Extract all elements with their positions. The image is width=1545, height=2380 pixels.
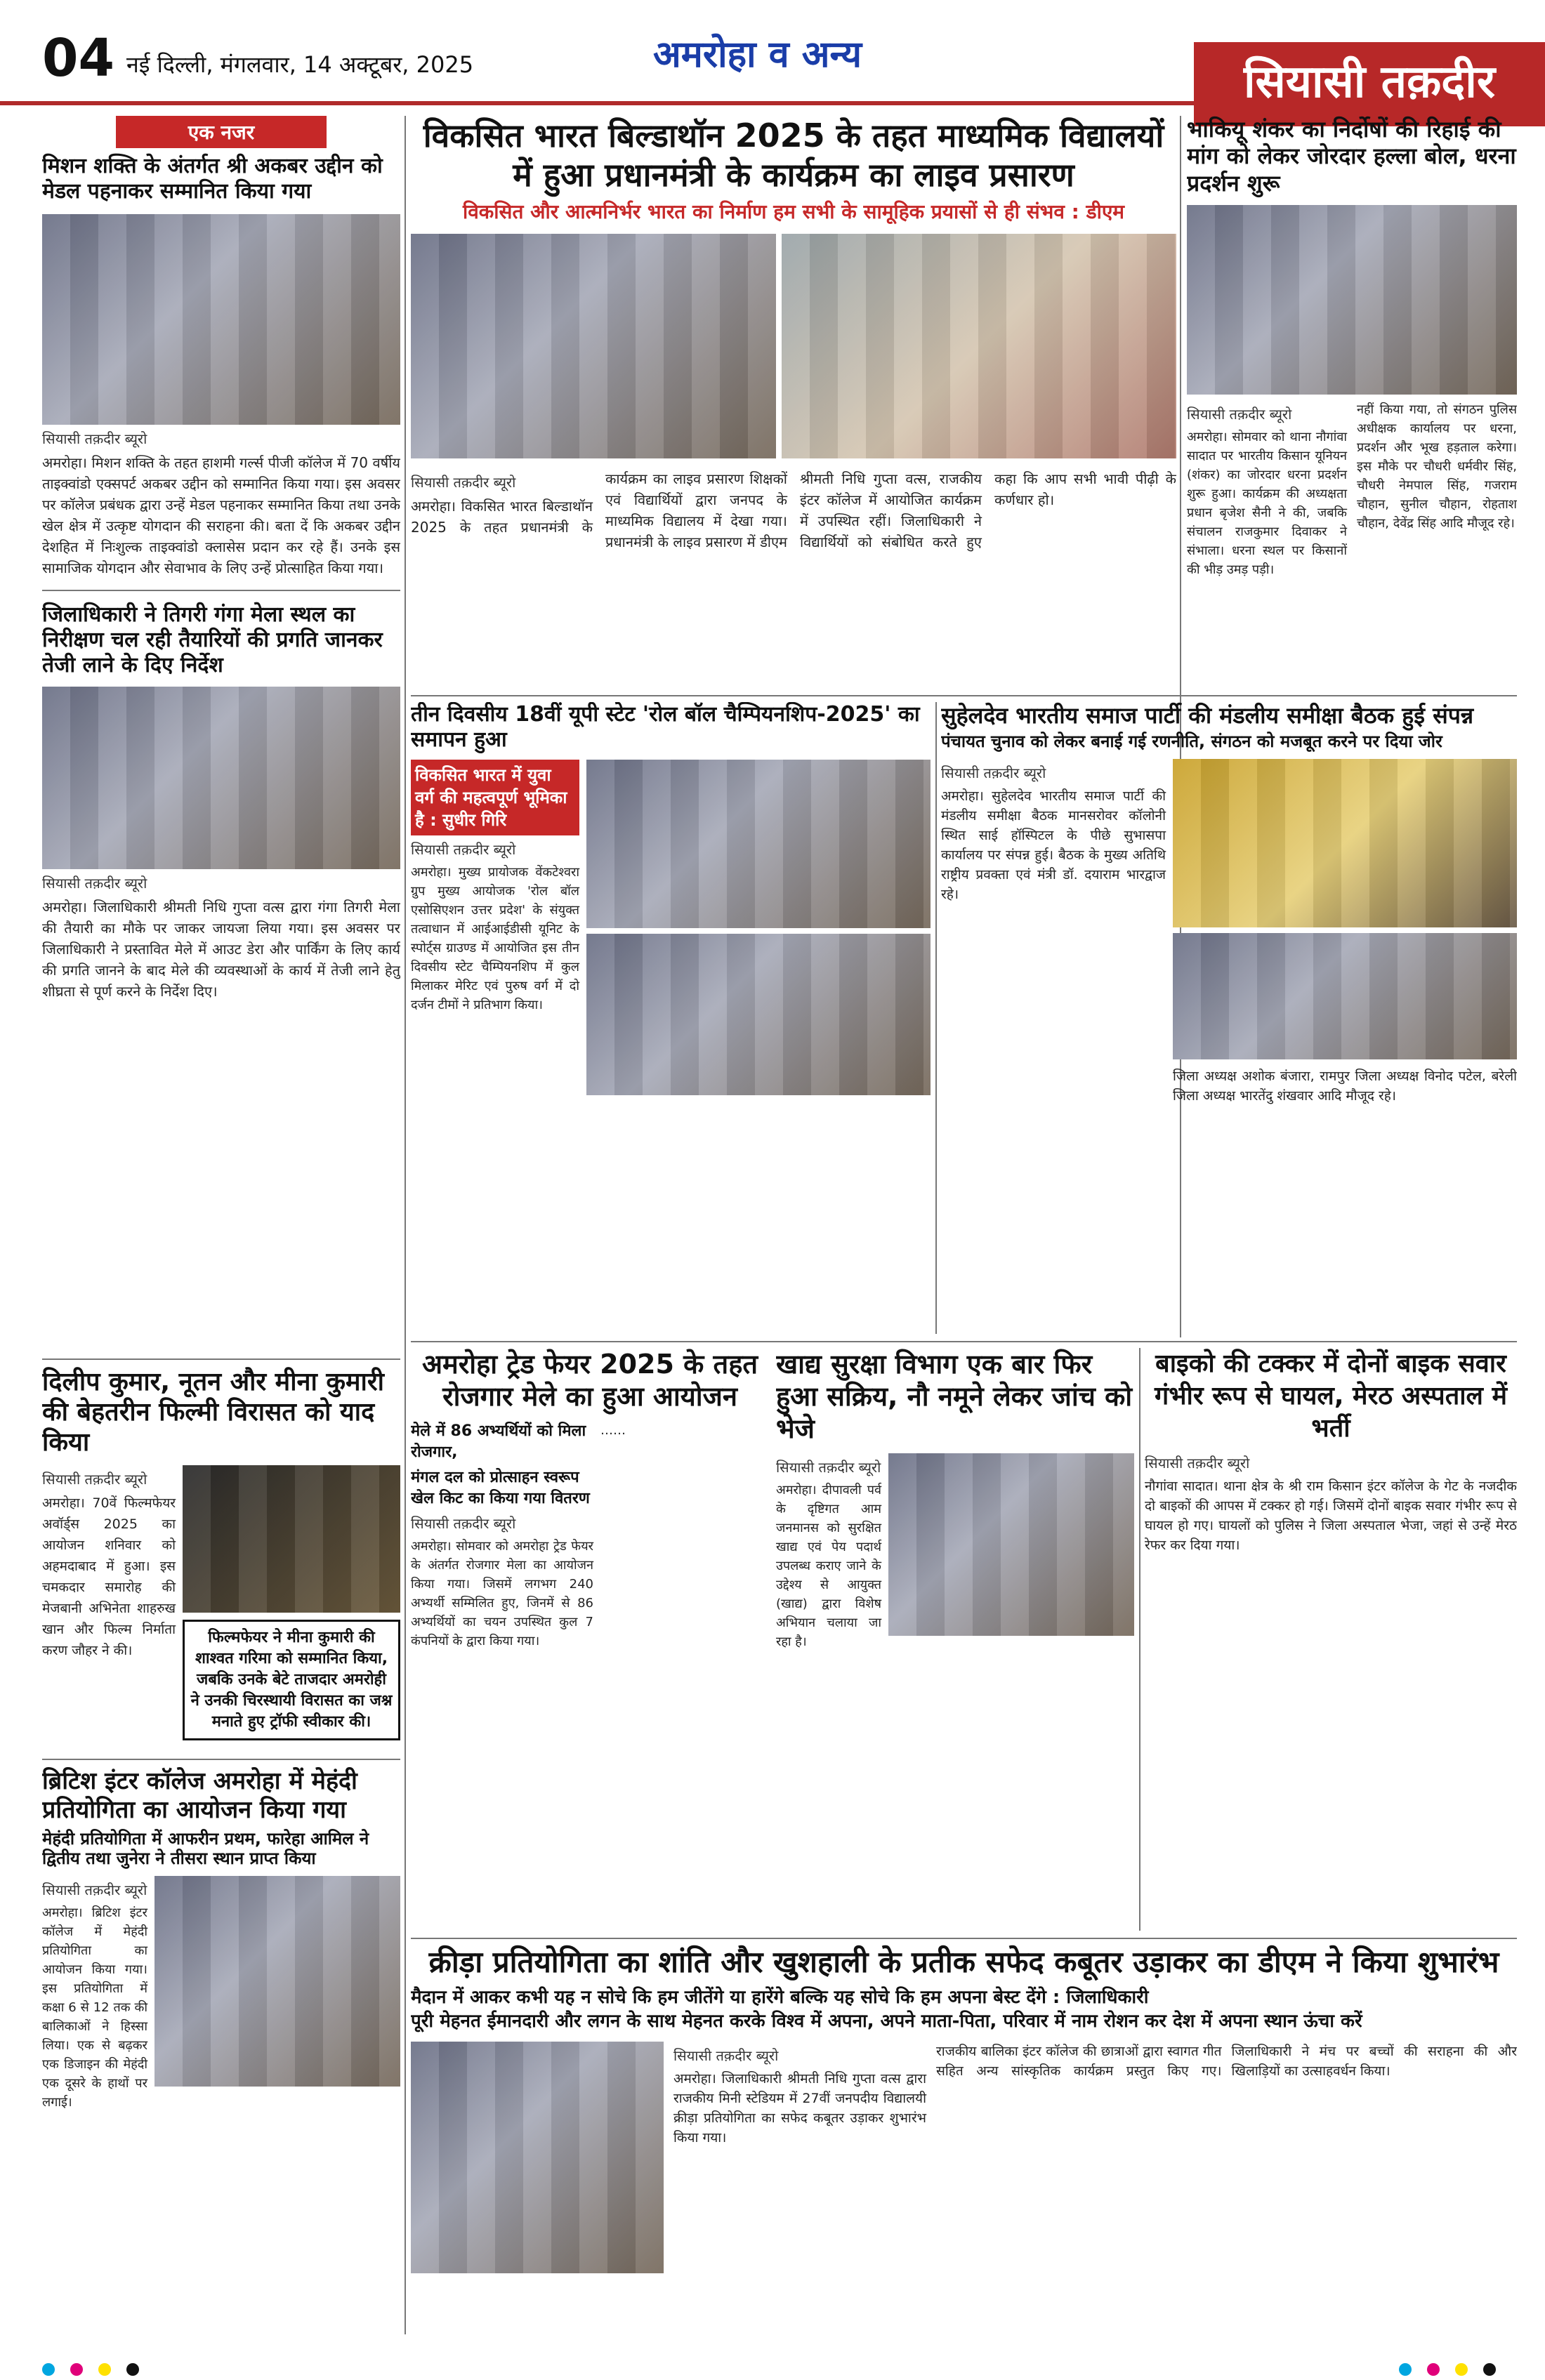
suheldev-story <box>941 702 1517 1334</box>
tigri-photo <box>42 687 400 869</box>
bku-photo <box>1187 205 1517 395</box>
brief-title: मिशन शक्ति के अंतर्गत श्री अकबर उद्दीन को मेडल पहनाकर सम्मानित किया गया <box>42 154 383 204</box>
bike-body: नौगांवा सादात। थाना क्षेत्र के श्री राम किसान इंटर कॉलेज के गेट के नजदीक दो बाइकों की आपस में टक्कर हो गई। जिसमें दोनों बाइक सवार गंभीर रूप से घायल हो गए। घायलों को पुलिस ने जिला अस्पताल भेजा, जहां से उन्हें मेरठ रेफर कर दिया गया। <box>1145 1479 1517 1553</box>
sport-body-2: राजकीय बालिका इंटर कॉलेज की छात्राओं द्वारा स्वागत गीत सहित अन्य सांस्कृतिक कार्यक्रम प्रस्तुत किए गए। जिलाधिकारी ने मंच पर बच्चों की सराहना की और खिलाड़ियों का उत्साहवर्धन किया। <box>936 2044 1517 2080</box>
rollball-byline: सियासी तक़दीर ब्यूरो <box>411 841 516 858</box>
sport-photo <box>411 2042 664 2273</box>
mela-story: अमरोहा ट्रेड फेयर 2025 के तहत रोजगार मेले का हुआ आयोजन मेले में 86 अभ्यर्थियों को मिला रोजगार, मंगल दल को प्रोत्साहन स्वरूप खेल किट का किया गया वितरण सियासी तक़दीर ब्यूरो अमरोहा। सोमवार को अमरोहा ट्रेड फेयर के अंतर्गत रोजगार मेला का आयोजन किया गया। जिसमें लगभग 240 अभ्यर्थी सम्मिलित हुए, जिनमें से 86 अभ्यर्थियों का चयन उपस्थित कुल 7 कंपनियों के द्वारा किया गया। …… <box>411 1348 769 1931</box>
dateline: नई दिल्ली, मंगलवार, 14 अक्टूबर, 2025 <box>126 51 474 78</box>
sport-body: अमरोहा। जिलाधिकारी श्रीमती निधि गुप्ता वत्स द्वारा राजकीय मिनी स्टेडियम में 27वीं जनपदीय विद्यालयी क्रीड़ा प्रतियोगिता का सफेद कबूतर उड़ाकर शुभारंभ किया गया। <box>673 2071 926 2146</box>
mehandi-photo <box>154 1876 400 2087</box>
brief-body: अमरोहा। मिशन शक्ति के तहत हाशमी गर्ल्स पीजी कॉलेज में 70 वर्षीय ताइक्वांडो एक्सपर्ट अकबर उद्दीन को सम्मानित किया गया। इस अवसर पर कॉलेज प्रबंधक द्वारा उन्हें मेडल पहनाकर सम्मानित किया तथा उनके खेल क्षेत्र में उत्कृष्ट योगदान की सराहना की। बता दें कि अकबर उद्दीन देशहित में निःशुल्क ताइक्वांडो क्लासेस प्रदान कर रहे हैं। उनके इस सामाजिक योगदान और सेवाभाव के लिए उन्हें प्रोत्साहित किया गया। <box>42 454 400 576</box>
registration-marks-right <box>1399 2363 1503 2376</box>
lead-photo-dm <box>782 234 1176 458</box>
bike-title: बाइको की टक्कर में दोनों बाइक सवार गंभीर रूप से घायल, मेरठ अस्पताल में भर्ती <box>1154 1349 1508 1443</box>
masthead <box>0 0 1545 108</box>
rollball-story <box>411 702 931 1334</box>
suheldev-deck: पंचायत चुनाव को लेकर बनाई गई रणनीति, संगठन को मजबूत करने पर दिया जोर <box>941 732 1442 752</box>
bku-byline: सियासी तक़दीर ब्यूरो <box>1187 406 1292 423</box>
food-title: खाद्य सुरक्षा विभाग एक बार फिर हुआ सक्रिय, नौ नमूने लेकर जांच को भेजे <box>776 1349 1133 1444</box>
bku-body: अमरोहा। सोमवार को थाना नौगांवा सादात पर भारतीय किसान यूनियन (शंकर) का जोरदार धरना प्रदर्शन शुरू हुआ। कार्यक्रम की अध्यक्षता प्रधान बृजेश सैनी ने की, जबकि संचालन राजकुमार दिवाकर ने संभाला। धरना स्थल पर किसानों की भीड़ उमड़ पड़ी। <box>1187 430 1347 578</box>
filmi-quote: फिल्मफेयर ने मीना कुमारी की शाश्वत गरिमा को सम्मानित किया, जबकि उनके बेटे ताजदार अमरोही ने उनकी चिरस्थायी विरासत का जश्न मनाते हुए ट्रॉफी स्वीकार की। <box>183 1620 400 1740</box>
food-story <box>776 1348 1134 1931</box>
mehandi-body: अमरोहा। ब्रिटिश इंटर कॉलेज में मेहंदी प्रतियोगिता का आयोजन किया गया। इस प्रतियोगिता में कक्षा 6 से 12 तक की बालिकाओं ने हिस्सा लिया। एक से बढ़कर एक डिजाइन की मेहंदी एक दूसरे के हाथों पर लगाई। <box>42 1905 147 2110</box>
lead-byline: सियासी तक़दीर ब्यूरो <box>411 473 516 491</box>
tigri-title: जिलाधिकारी ने तिगरी गंगा मेला स्थल का निरीक्षण चल रही तैयारियों की प्रगति जानकर तेजी लाने के दिए निर्देश <box>42 602 383 677</box>
tigri-byline: सियासी तक़दीर ब्यूरो <box>42 875 147 892</box>
registration-marks <box>42 2363 146 2376</box>
bku-body-2: नहीं किया गया, तो संगठन पुलिस अधीक्षक कार्यालय पर धरना, प्रदर्शन और भूख हड़ताल करेगा। इस मौके पर चौधरी धर्मवीर सिंह, चौधरी नेमपाल सिंह, गजराम चौहान, सुनील चौहान, रोहताश चौहान, देवेंद्र सिंह आदि मौजूद रहे। <box>1357 402 1517 531</box>
lead-photo-classroom <box>411 234 776 458</box>
brand-box: सियासी तक़दीर <box>1194 42 1545 126</box>
sport-bullet-2: पूरी मेहनत ईमानदारी और लगन के साथ मेहनत करके विश्व में अपना, अपने माता-पिता, परिवार में नाम रोशन कर देश में अपना स्थान ऊंचा करें <box>411 2011 1362 2032</box>
mela-body: अमरोहा। सोमवार को अमरोहा ट्रेड फेयर के अंतर्गत रोजगार मेला का आयोजन किया गया। जिसमें लगभग 240 अभ्यर्थी सम्मिलित हुए, जिनमें से 86 अभ्यर्थियों का चयन उपस्थित कुल 7 कंपनियों के द्वारा किया गया। <box>411 1539 593 1648</box>
bike-story <box>1145 1348 1517 1931</box>
section-title: अमरोहा व अन्य <box>653 34 862 76</box>
suheldev-title: सुहेलदेव भारतीय समाज पार्टी की मंडलीय समीक्षा बैठक हुई संपन्न <box>941 702 1474 729</box>
lead-title: विकसित भारत बिल्डाथॉन 2025 के तहत माध्यमिक विद्यालयों में हुआ प्रधानमंत्री के कार्यक्रम का लाइव प्रसारण <box>423 117 1164 194</box>
lead-body: अमरोहा। विकसित भारत बिल्डाथॉन 2025 के तहत प्रधानमंत्री के कार्यक्रम का लाइव प्रसारण शिक्षकों एवं विद्यार्थियों द्वारा जनपद के माध्यमिक विद्यालय में देखा गया। प्रधानमंत्री के लाइव प्रसारण में डीएम श्रीमती निधि गुप्ता वत्स, राजकीय इंटर कॉलेज में आयोजित कार्यक्रम में उपस्थित रहीं। जिलाधिकारी ने विद्यार्थियों को संबोधित करते हुए कहा कि आप सभी भावी पीढ़ी के कर्णधार हो। <box>411 470 1176 550</box>
rollball-photo-2 <box>586 934 931 1095</box>
tigri-body: अमरोहा। जिलाधिकारी श्रीमती निधि गुप्ता वत्स द्वारा गंगा तिगरी मेला की तैयारी का मौके पर जाकर जायजा लिया गया। इस अवसर पर जिलाधिकारी ने प्रस्तावित मेले में आउट डेरा और पार्किंग के लिए कार्य की प्रगति जानने के बाद मेले की व्यवस्थाओं के कार्य में तेजी लाने हेतु शीघ्रता से पूर्ण करने के निर्देश दिए। <box>42 899 400 1000</box>
suheldev-photo-2 <box>1173 933 1517 1059</box>
mela-title: अमरोहा ट्रेड फेयर 2025 के तहत रोजगार मेले का हुआ आयोजन <box>421 1349 758 1412</box>
food-photo <box>888 1453 1134 1636</box>
sport-bullet-1: मैदान में आकर कभी यह न सोचे कि हम जीतेंगे या हारेंगे बल्कि यह सोचे कि हम अपना बेस्ट देंगे : जिलाधिकारी <box>411 1987 1149 2009</box>
filmi-story <box>42 1358 400 1752</box>
food-body: अमरोहा। दीपावली पर्व के दृष्टिगत आम जनमानस को सुरक्षित खाद्य एवं पेय पदार्थ उपलब्ध कराए जाने के उद्देश्य से आयुक्त (खाद्य) द्वारा विशेष अभियान चलाया जा रहा है। <box>776 1483 881 1649</box>
mehandi-story <box>42 1759 400 2334</box>
bku-title: भाकियू शंकर का निर्दोषों की रिहाई की मांग को लेकर जोरदार हल्ला बोल, धरना प्रदर्शन शुरू <box>1187 116 1516 197</box>
filmi-photo <box>183 1465 400 1613</box>
rollball-body: अमरोहा। मुख्य प्रायोजक वेंकटेश्वरा ग्रुप मुख्य आयोजक 'रोल बॉल एसोसिएशन उत्तर प्रदेश' के संयुक्त तत्वाधान में आईआईडीसी यूनिट के स्पोर्ट्स ग्राउण्ड में आयोजित इस तीन दिवसीय स्टेट चैम्पियनशिप में कुल मिलाकर मेरिट एवं पुरुष वर्ग में दो दर्जन टीमों ने प्रतिभाग किया। <box>411 865 579 1012</box>
sport-byline: सियासी तक़दीर ब्यूरो <box>673 2047 779 2065</box>
mehandi-byline: सियासी तक़दीर ब्यूरो <box>42 1882 147 1899</box>
mela-byline: सियासी तक़दीर ब्यूरो <box>411 1515 516 1532</box>
rollball-side-title: विकसित भारत में युवा वर्ग की महत्वपूर्ण भूमिका है : सुधीर गिरि <box>411 760 579 835</box>
mela-bullet-2: मंगल दल को प्रोत्साहन स्वरूप खेल किट का किया गया वितरण <box>411 1469 590 1507</box>
filmi-byline: सियासी तक़दीर ब्यूरो <box>42 1470 147 1488</box>
sport-story <box>411 1945 1517 2338</box>
brief-photo <box>42 214 400 425</box>
brief-label: एक नजर <box>116 116 327 148</box>
filmi-title: दिलीप कुमार, नूतन और मीना कुमारी की बेहतरीन फिल्मी विरासत को याद किया <box>42 1368 384 1457</box>
bike-byline: सियासी तक़दीर ब्यूरो <box>1145 1455 1250 1472</box>
suheldev-sign: जिला अध्यक्ष अशोक बंजारा, रामपुर जिला अध्यक्ष विनोद पटेल, बरेली जिला अध्यक्ष भारतेंदु शंखवार आदि मौजूद रहे। <box>1173 1069 1517 1104</box>
page-number: 04 <box>42 28 114 88</box>
mela-bullet-1: मेले में 86 अभ्यर्थियों को मिला रोजगार, <box>411 1422 586 1461</box>
suheldev-byline: सियासी तक़दीर ब्यूरो <box>941 765 1046 782</box>
rollball-title: तीन दिवसीय 18वीं यूपी स्टेट 'रोल बॉल चैम्पियनशिप-2025' का समापन हुआ <box>411 702 920 752</box>
suheldev-body: अमरोहा। सुहेलदेव भारतीय समाज पार्टी की मंडलीय समीक्षा बैठक मानसरोवर कॉलोनी स्थित साई हॉस्पिटल के पीछे सुभासपा कार्यालय पर संपन्न हुई। बैठक के मुख्य अतिथि राष्ट्रीय प्रवक्ता एवं मंत्री डॉ. दयाराम भारद्वाज रहे। <box>941 788 1166 903</box>
suheldev-photo-1 <box>1173 759 1517 927</box>
food-byline: सियासी तक़दीर ब्यूरो <box>776 1459 881 1476</box>
filmi-body: अमरोहा। 70वें फिल्मफेयर अवॉर्ड्स 2025 का आयोजन शनिवार को अहमदाबाद में हुआ। इस चमकदार समारोह की मेजबानी अभिनेता शाहरुख खान और फिल्म निर्माता करण जौहर ने की। <box>42 1495 176 1658</box>
mehandi-title: ब्रिटिश इंटर कॉलेज अमरोहा में मेहंदी प्रतियोगिता का आयोजन किया गया <box>42 1767 357 1824</box>
brief-byline: सियासी तक़दीर ब्यूरो <box>42 430 147 447</box>
mehandi-deck: मेहंदी प्रतियोगिता में आफरीन प्रथम, फारेहा आमिल ने द्वितीय तथा जुनेरा ने तीसरा स्थान प्राप्त किया <box>42 1828 369 1869</box>
lead-story <box>411 116 1176 692</box>
lead-deck: विकसित और आत्मनिर्भर भारत का निर्माण हम सभी के सामूहिक प्रयासों से ही संभव : डीएम <box>462 200 1125 223</box>
rollball-photo-1 <box>586 760 931 928</box>
sport-title: क्रीड़ा प्रतियोगिता का शांति और खुशहाली के प्रतीक सफेद कबूतर उड़ाकर का डीएम ने किया शुभारंभ <box>428 1945 1499 1979</box>
